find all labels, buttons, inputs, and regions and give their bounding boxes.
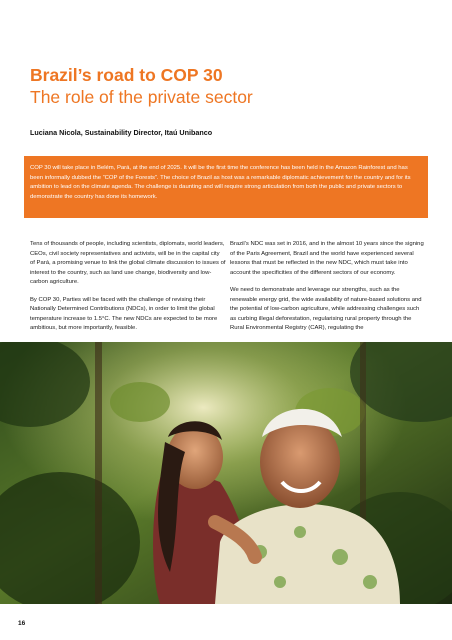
body-column-right	[230, 240, 426, 342]
lead-text: COP 30 will take place in Belém, Pará, at the end of 2025. It will be the first time the conference has been held in the Amazon Rainforest and has been informally dubbed the “COP of the Forests”. The choice of Brazil as host was a remarkable diplomatic achievement for the country and for its ambition to lead on the climate agenda. The challenge is daunting and will require strong articulation from both the public and private sectors to demonstrate the country has done its homework.	[30, 165, 411, 200]
author-byline: Luciana Nicola, Sustainability Director, Itaú Unibanco	[30, 128, 213, 137]
paragraph: By COP 30, Parties will be faced with the challenge of revising their Nationally Determined Contributions (NDCs), in order to limit the global temperature increase to 1.5°C. The new NDCs are expected to be more ambitious, but more importantly, feasible.	[30, 296, 218, 331]
article-title: Brazil’s road to COP 30	[30, 65, 223, 85]
article-subtitle: The role of the private sector	[30, 87, 253, 107]
paragraph: We need to demonstrate and leverage our strengths, such as the renewable energy grid, the wide availability of nature-based solutions and the potential of low-carbon agriculture, while addressing challenges such as curbing illegal deforestation, regularising rural property through the Rural Environmental Registry (CAR), regulating the	[230, 287, 422, 331]
forest-photo	[0, 342, 452, 604]
lead-box	[24, 156, 428, 218]
paragraph: Brazil’s NDC was set in 2016, and in the almost 10 years since the signing of the Paris Agreement, Brazil and the world have experienced several lessons that must be reflected in the new NDC, which must take into account the specificities of the different sectors of our economy.	[230, 241, 424, 276]
paragraph: Tens of thousands of people, including scientists, diplomats, world leaders, CEOs, civil society representatives and activists, will be in the capital city of Pará, a promising venue to link the global climate discussion to issues of interest to the country, such as land use change, biodiversity and low-carbon agriculture.	[30, 241, 226, 285]
page-number: 16	[18, 620, 26, 627]
body-column-left	[30, 240, 226, 342]
